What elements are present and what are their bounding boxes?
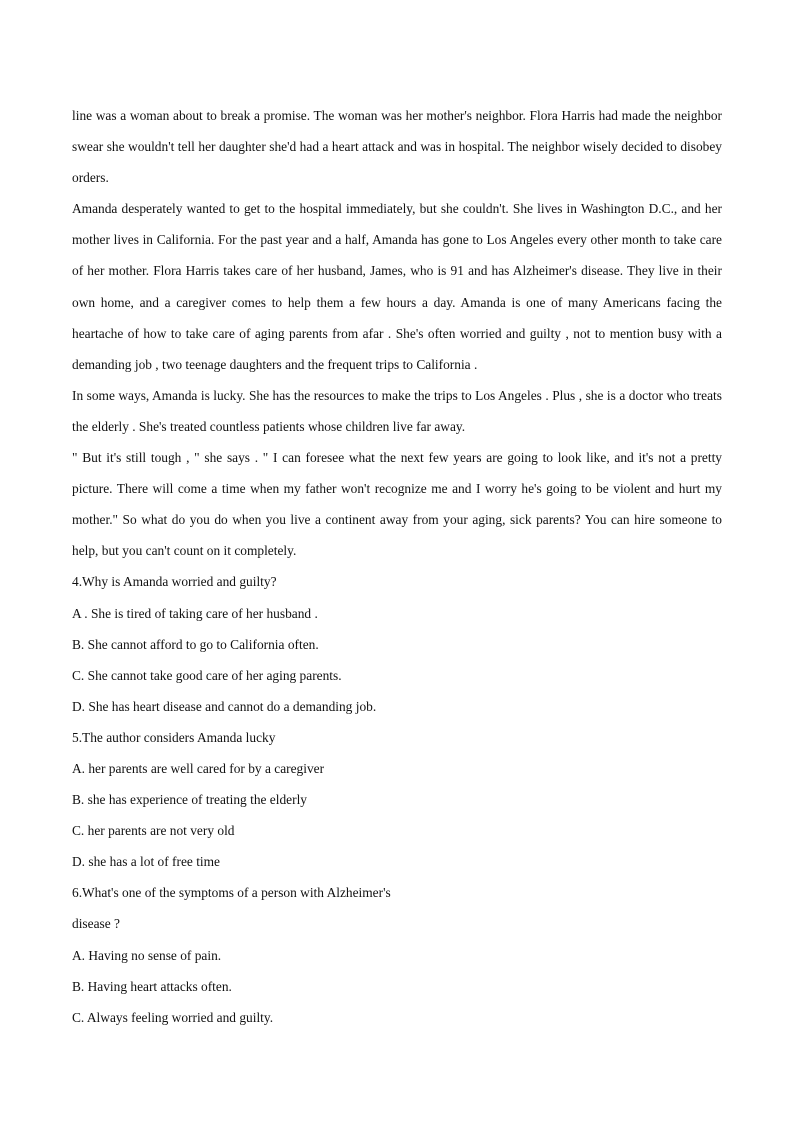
question-5-option-a: A. her parents are well cared for by a caregiver: [72, 760, 325, 776]
question-5-stem: 5.The author considers Amanda lucky: [72, 729, 276, 745]
question-5-option-d: D. she has a lot of free time: [72, 854, 220, 870]
passage-paragraph-3: In some ways, Amanda is lucky. She has the resources to make the trips to Los Angeles . Plus , she is a doctor who treats the elderly . She's treated countless patients whose children live far away.: [72, 387, 722, 434]
question-5-option-b: B. she has experience of treating the elderly: [72, 792, 307, 808]
question-4-option-d: D. She has heart disease and cannot do a demanding job.: [72, 698, 377, 714]
question-6-option-c: C. Always feeling worried and guilty.: [72, 1009, 274, 1025]
passage-paragraph-2: Amanda desperately wanted to get to the hospital immediately, but she couldn't. She lives in Washington D.C., and her mother lives in California. For the past year and a half, Amanda has gone to Los Angeles every other month to take care of her mother. Flora Harris takes care of her husband, James, who is 91 and has Alzheimer's disease. They live in their own home, and a caregiver comes to help them a few hours a day. Amanda is one of many Americans facing the heartache of how to take care of aging parents from afar . She's often worried and guilty , not to mention busy with a demanding job , two teenage daughters and the frequent trips to California .: [72, 201, 722, 372]
question-4-stem: 4.Why is Amanda worried and guilty?: [72, 574, 277, 590]
passage-paragraph-4: " But it's still tough , " she says . " I can foresee what the next few years are going to look like, and it's not a pretty picture. There will come a time when my father won't recognize me and I worry he's going to be violent and hurt my mother." So what do you do when you live a continent away from your aging, sick parents? You can hire someone to help, but you can't count on it completely.: [72, 450, 722, 559]
question-6-option-b: B. Having heart attacks often.: [72, 978, 232, 994]
passage-paragraph-1: line was a woman about to break a promise. The woman was her mother's neighbor. Flora Harris had made the neighbor swear she wouldn't tell her daughter she'd had a heart attack and was in hospital. The neighbor wisely decided to disobey orders.: [72, 108, 722, 186]
question-6-option-a: A. Having no sense of pain.: [72, 947, 222, 963]
question-5-option-c: C. her parents are not very old: [72, 823, 235, 839]
question-4-option-b: B. She cannot afford to go to California often.: [72, 636, 319, 652]
question-6-stem-line-2: disease ?: [72, 916, 120, 932]
document-page: [72, 100, 722, 1033]
question-4-option-c: C. She cannot take good care of her aging parents.: [72, 667, 342, 683]
question-4-option-a: A . She is tired of taking care of her husband .: [72, 605, 318, 621]
question-6-stem-line-1: 6.What's one of the symptoms of a person with Alzheimer's: [72, 885, 391, 901]
